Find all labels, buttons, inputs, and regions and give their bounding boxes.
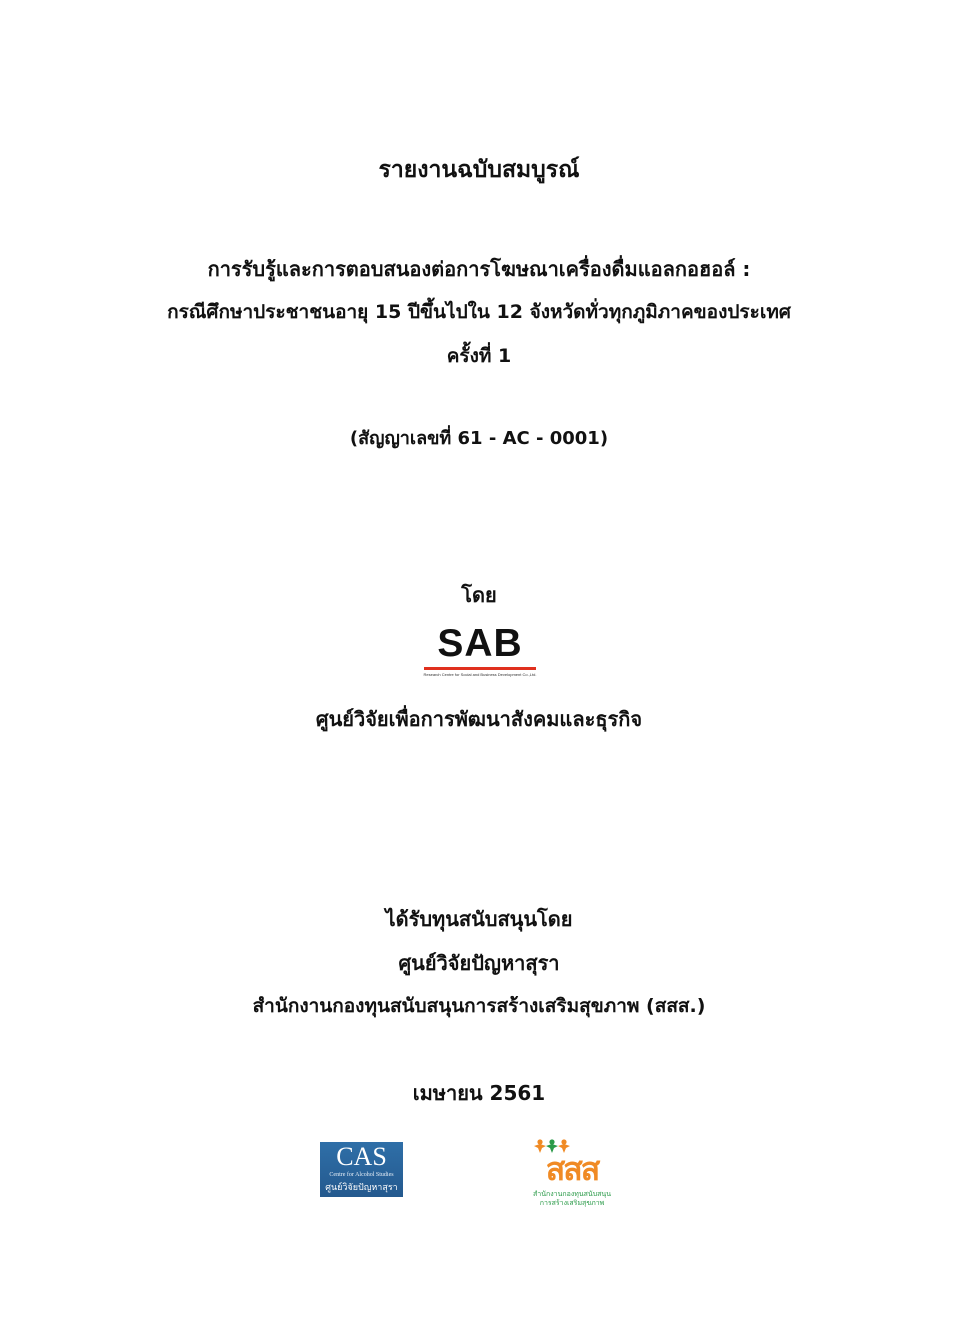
sab-logo-underline [424,667,536,670]
report-subtitle-line-2: กรณีศึกษาประชาชนอายุ 15 ปีขึ้นไปใน 12 จังหวัดทั่วทุกภูมิภาคของประเทศ [167,301,791,323]
cas-logo-thai-name: ศูนย์วิจัยปัญหาสุรา [325,1183,398,1193]
report-date: เมษายน 2561 [412,1081,546,1105]
cas-logo [320,1142,403,1197]
thaihealth-logo [530,1138,614,1208]
report-title: รายงานฉบับสมบูรณ์ [378,157,580,183]
cas-logo-text: CAS [336,1142,387,1171]
by-label: โดย [461,583,497,607]
thaihealth-logo-text: สสส [545,1150,599,1188]
thaihealth-logo-line-2: การสร้างเสริมสุขภาพ [539,1199,605,1207]
sab-logo [418,624,542,682]
report-subtitle-line-3: ครั้งที่ 1 [446,345,512,367]
thaihealth-logo-line-1: สำนักงานกองทุนสนับสนุน [533,1190,611,1198]
sab-logo-tagline: Research Centre for Social and Business Development Co.,Ltd. [423,672,537,677]
funder-1: ศูนย์วิจัยปัญหาสุรา [398,951,560,975]
funder-2: สำนักงานกองทุนสนับสนุนการสร้างเสริมสุขภาพ (สสส.) [252,995,706,1017]
organization-name: ศูนย์วิจัยเพื่อการพัฒนาสังคมและธุรกิจ [315,707,643,731]
cas-logo-subtitle: Centre for Alcohol Studies [329,1172,394,1178]
contract-number: (สัญญาเลขที่ 61 - AC - 0001) [349,428,609,449]
report-subtitle-line-1: การรับรู้และการตอบสนองต่อการโฆษณาเครื่องดื่มแอลกอฮอล์ : [207,257,751,281]
sab-logo-text: SAB [437,622,523,665]
funded-by-label: ได้รับทุนสนับสนุนโดย [385,907,573,931]
